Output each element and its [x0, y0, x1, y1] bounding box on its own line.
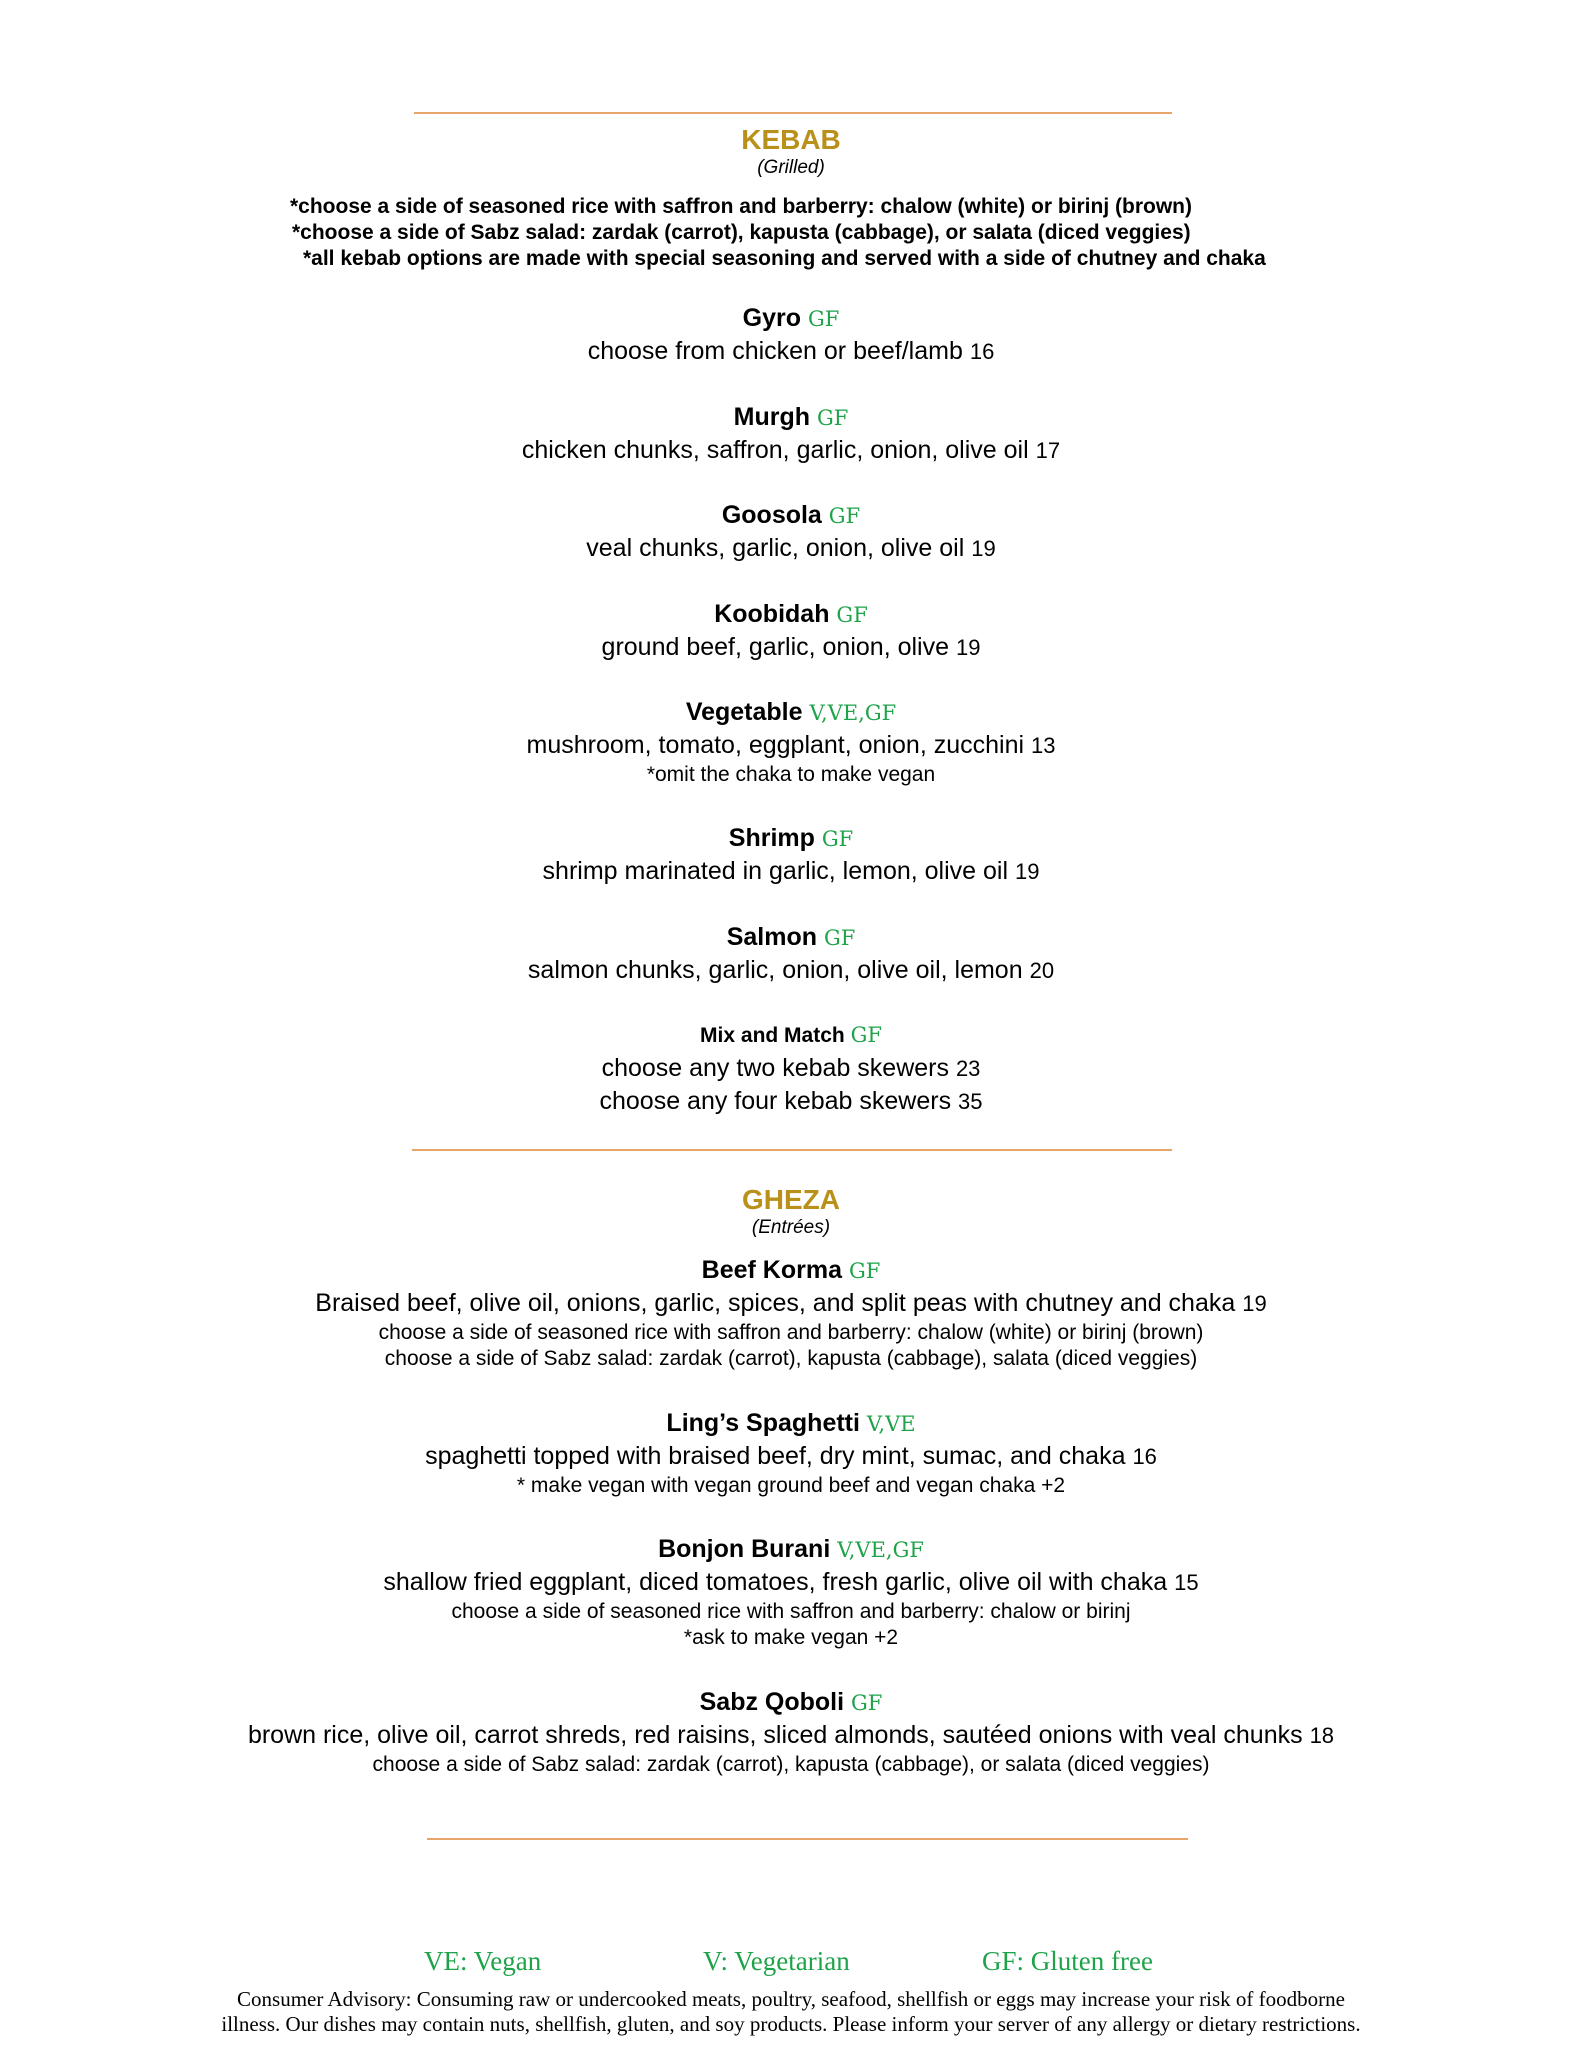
gheza-subtitle: (Entrées) [751, 1217, 831, 1238]
kebab-note-rice: *choose a side of seasoned rice with saffron and barberry: chalow (white) or birinj (brown) [290, 195, 1192, 218]
legend-vegan: VE: Vegan [424, 1946, 542, 1976]
menu-item-murgh [0, 401, 1582, 467]
item-description: salmon chunks, garlic, onion, olive oil, lemon [527, 956, 1023, 984]
item-note: *omit the chaka to make vegan [646, 763, 936, 786]
item-description: spaghetti topped with braised beef, dry mint, sumac, and chaka [425, 1442, 1126, 1470]
item-description: Braised beef, olive oil, onions, garlic, spices, and split peas with chutney and chaka [315, 1289, 1236, 1317]
legend-gluten-free: GF: Gluten free [982, 1946, 1153, 1976]
menu-item-gyro [0, 302, 1582, 368]
dietary-tag: GF [828, 504, 861, 528]
item-price: 23 [955, 1056, 981, 1081]
item-name: Gyro [742, 304, 802, 332]
item-price: 15 [1174, 1570, 1199, 1595]
item-description: chicken chunks, saffron, garlic, onion, olive oil [521, 436, 1029, 464]
item-name: Goosola [721, 501, 822, 529]
dietary-tag: V,VE,GF [809, 701, 897, 725]
item-description: brown rice, olive oil, carrot shreds, red raisins, sliced almonds, sautéed onions with veal chunks [247, 1721, 1303, 1749]
item-name: Shrimp [728, 824, 815, 852]
item-name: Vegetable [685, 698, 803, 726]
menu-item-mix-and-match [0, 1019, 1582, 1118]
item-description: ground beef, garlic, onion, olive [601, 633, 949, 661]
item-description: veal chunks, garlic, onion, olive oil [586, 534, 965, 562]
item-description: shallow fried eggplant, diced tomatoes, fresh garlic, olive oil with chaka [383, 1568, 1168, 1596]
item-name: Murgh [733, 403, 811, 431]
legend-vegetarian: V: Vegetarian [703, 1946, 850, 1976]
item-price-2: 35 [958, 1089, 983, 1114]
item-description: mushroom, tomato, eggplant, onion, zucchini [526, 731, 1025, 759]
item-name: Beef Korma [701, 1256, 842, 1284]
advisory-line-1: Consumer Advisory: Consuming raw or undercooked meats, poultry, seafood, shellfish or eggs may increase your risk of foodborne [237, 1987, 1345, 2011]
divider-top [414, 112, 1172, 114]
item-note: choose a side of seasoned rice with saffron and barberry: chalow or birinj [451, 1600, 1131, 1623]
item-description: choose from chicken or beef/lamb [587, 337, 963, 365]
dietary-tag: V,VE,GF [837, 1538, 924, 1562]
item-note: choose a side of Sabz salad: zardak (carrot), kapusta (cabbage), salata (diced veggies) [384, 1347, 1198, 1370]
kebab-note-seasoning: *all kebab options are made with special seasoning and served with a side of chutney and chaka [303, 247, 1266, 270]
menu-item-goosola [0, 499, 1582, 565]
item-name: Bonjon Burani [658, 1535, 831, 1563]
item-name: Salmon [726, 923, 817, 951]
item-price: 16 [1132, 1444, 1157, 1469]
item-note: choose a side of seasoned rice with saffron and barberry: chalow (white) or birinj (brown) [378, 1321, 1204, 1344]
item-name: Ling’s Spaghetti [666, 1409, 860, 1437]
item-price: 13 [1030, 733, 1056, 758]
kebab-subtitle: (Grilled) [757, 157, 825, 178]
menu-item-beef-korma [0, 1254, 1582, 1372]
dietary-tag: GF [850, 1023, 882, 1047]
item-name: Mix and Match [700, 1024, 845, 1047]
item-note: *ask to make vegan +2 [683, 1626, 899, 1649]
item-price: 19 [955, 635, 981, 660]
advisory-line-2: illness. Our dishes may contain nuts, shellfish, gluten, and soy products. Please inform your server of any allergy or dietary restrictions. [221, 2012, 1361, 2036]
menu-item-koobidah [0, 598, 1582, 664]
kebab-header [0, 124, 1582, 180]
dietary-tag: GF [821, 827, 854, 851]
menu-item-bonjon-burani [0, 1533, 1582, 1651]
kebab-note-salad: *choose a side of Sabz salad: zardak (carrot), kapusta (cabbage), or salata (diced veggies) [292, 221, 1191, 244]
dietary-tag: GF [816, 406, 849, 430]
item-price: 19 [1242, 1291, 1267, 1316]
item-price: 16 [969, 339, 995, 364]
menu-item-sabz-qoboli [0, 1686, 1582, 1778]
item-note: * make vegan with vegan ground beef and vegan chaka +2 [516, 1474, 1066, 1497]
item-note: choose a side of Sabz salad: zardak (carrot), kapusta (cabbage), or salata (diced veggies) [372, 1753, 1210, 1776]
divider-bottom [427, 1838, 1188, 1840]
dietary-tag: GF [851, 1691, 883, 1715]
dietary-tag: GF [836, 603, 868, 627]
menu-item-salmon [0, 921, 1582, 987]
consumer-advisory [0, 1987, 1582, 2037]
item-price: 18 [1309, 1723, 1335, 1748]
item-name: Sabz Qoboli [699, 1688, 845, 1716]
divider-middle [412, 1149, 1172, 1151]
item-description: choose any two kebab skewers [601, 1054, 949, 1082]
item-price: 17 [1035, 438, 1061, 463]
item-description-2: choose any four kebab skewers [599, 1087, 952, 1115]
menu-item-vegetable [0, 696, 1582, 788]
kebab-notes [0, 194, 1582, 272]
item-price: 19 [1014, 859, 1040, 884]
kebab-title: KEBAB [741, 124, 841, 155]
item-description: shrimp marinated in garlic, lemon, olive oil [542, 857, 1009, 885]
menu-item-shrimp [0, 822, 1582, 888]
dietary-tag: GF [823, 926, 856, 950]
item-price: 19 [971, 536, 996, 561]
gheza-title: GHEZA [742, 1184, 840, 1215]
menu-item-lings-spaghetti [0, 1407, 1582, 1499]
gheza-header [0, 1184, 1582, 1240]
item-name: Koobidah [714, 600, 830, 628]
dietary-tag: V,VE [866, 1412, 916, 1436]
dietary-tag: GF [848, 1259, 881, 1283]
item-price: 20 [1029, 958, 1055, 983]
dietary-tag: GF [807, 307, 840, 331]
